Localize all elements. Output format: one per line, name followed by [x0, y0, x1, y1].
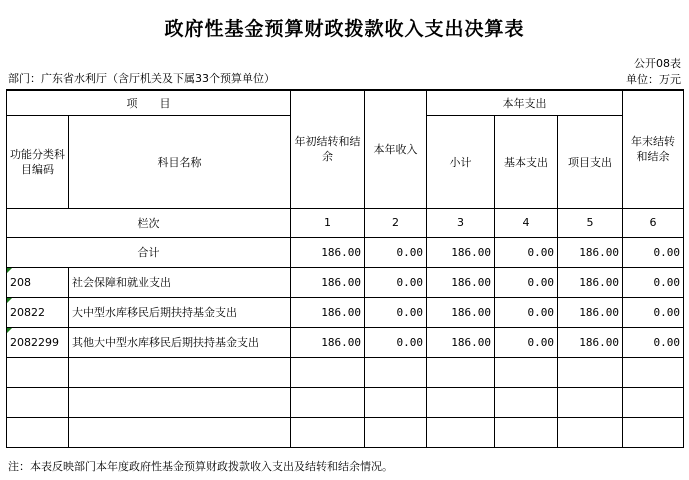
empty-row [7, 417, 684, 447]
row-value: 0.00 [623, 327, 684, 357]
footnote: 注：本表反映部门本年度政府性基金预算财政拨款收入支出及结转和结余情况。 [8, 460, 393, 473]
header-current-year-expense: 本年支出 [427, 90, 623, 115]
row-value: 186.00 [558, 267, 623, 297]
row-name: 社会保障和就业支出 [69, 267, 291, 297]
row-name: 大中型水库移民后期扶持基金支出 [69, 297, 291, 327]
department-label: 部门：广东省水利厅（含厅机关及下属33个预算单位） [8, 72, 275, 85]
table-row [7, 297, 684, 327]
unit-label: 单位：万元 [626, 73, 681, 86]
row-value: 0.00 [623, 297, 684, 327]
total-value: 186.00 [558, 237, 623, 267]
row-value: 186.00 [427, 267, 495, 297]
row-code-cell [7, 327, 69, 357]
row-value: 186.00 [291, 267, 365, 297]
column-number: 4 [495, 208, 558, 237]
column-number: 6 [623, 208, 684, 237]
table-row [7, 267, 684, 297]
form-number: 公开08表 [634, 57, 681, 70]
total-value: 186.00 [427, 237, 495, 267]
row-code-cell [7, 297, 69, 327]
row-value: 0.00 [495, 267, 558, 297]
total-row [7, 237, 684, 267]
row-value: 186.00 [558, 297, 623, 327]
total-value: 0.00 [495, 237, 558, 267]
table-row [7, 327, 684, 357]
header-basic-expense: 基本支出 [495, 115, 558, 208]
page-title: 政府性基金预算财政拨款收入支出决算表 [164, 18, 525, 40]
row-code-cell [7, 267, 69, 297]
empty-row [7, 357, 684, 387]
header-item: 项 目 [7, 90, 291, 115]
column-number: 1 [291, 208, 365, 237]
header-project-expense: 项目支出 [558, 115, 623, 208]
row-value: 0.00 [495, 297, 558, 327]
header-code: 功能分类科目编码 [7, 115, 69, 208]
total-value: 0.00 [365, 237, 427, 267]
row-code: 2082299 [10, 335, 59, 349]
row-value: 0.00 [365, 267, 427, 297]
empty-row [7, 387, 684, 417]
row-value: 0.00 [365, 297, 427, 327]
column-number: 2 [365, 208, 427, 237]
row-value: 186.00 [427, 297, 495, 327]
header-closing-balance: 年末结转和结余 [623, 90, 684, 208]
header-subtotal: 小计 [427, 115, 495, 208]
column-index-label: 栏次 [7, 208, 291, 237]
row-code: 208 [10, 275, 31, 289]
row-value: 186.00 [427, 327, 495, 357]
row-code: 20822 [10, 305, 45, 319]
row-name: 其他大中型水库移民后期扶持基金支出 [69, 327, 291, 357]
row-value: 186.00 [291, 327, 365, 357]
column-number: 5 [558, 208, 623, 237]
total-value: 186.00 [291, 237, 365, 267]
total-value: 0.00 [623, 237, 684, 267]
row-value: 186.00 [291, 297, 365, 327]
header-opening-balance: 年初结转和结余 [291, 90, 365, 208]
row-value: 0.00 [495, 327, 558, 357]
header-name: 科目名称 [69, 115, 291, 208]
header-current-income: 本年收入 [365, 90, 427, 208]
row-value: 0.00 [365, 327, 427, 357]
total-label: 合计 [7, 237, 291, 267]
row-value: 186.00 [558, 327, 623, 357]
final-accounts-table [6, 89, 684, 448]
column-number: 3 [427, 208, 495, 237]
row-value: 0.00 [623, 267, 684, 297]
